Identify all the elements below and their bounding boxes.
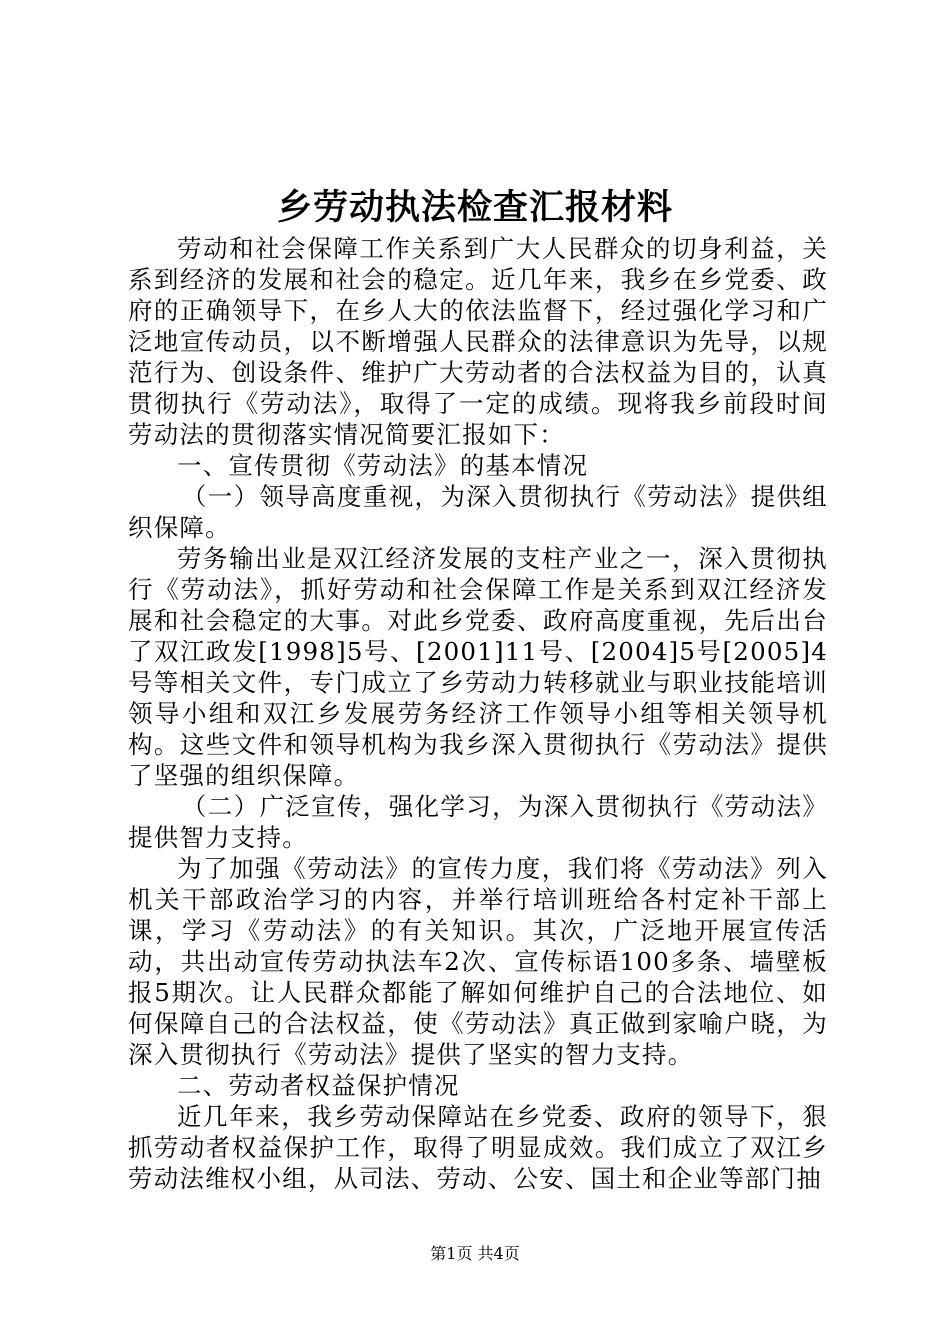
- page-number-footer: 第1页 共4页: [430, 1244, 520, 1263]
- paragraph-rights-protection: 近几年来，我乡劳动保障站在乡党委、政府的领导下，狠抓劳动者权益保护工作，取得了明显成效。我们成立了双江乡劳动法维权小组，从司法、劳动、公安、国土和企业等部门抽: [128, 1102, 828, 1193]
- subsection-heading-2: （二）广泛宣传，强化学习，为深入贯彻执行《劳动法》提供智力支持。: [128, 792, 828, 852]
- section-heading-1: 一、宣传贯彻《劳动法》的基本情况: [177, 451, 589, 480]
- paragraph-publicity: 为了加强《劳动法》的宣传力度，我们将《劳动法》列入机关干部政治学习的内容，并举行培训班给各村定补干部上课，学习《劳动法》的有关知识。其次，广泛地开展宣传活动，共出动宣传劳动执法车2次、宣传标语100多条、墙壁板报5期次。让人民群众都能了解如何维护自己的合法地位、如何保障自己的合法权益，使《劳动法》真正做到家喻户晓，为深入贯彻执行《劳动法》提供了坚实的智力支持。: [128, 854, 828, 1069]
- document-title: 乡劳动执法检查汇报材料: [276, 187, 673, 228]
- document-body: [128, 233, 828, 1194]
- paragraph-labor-export: 劳务输出业是双江经济发展的支柱产业之一，深入贯彻执行《劳动法》，抓好劳动和社会保障工作是关系到双江经济发展和社会稳定的大事。对此乡党委、政府高度重视，先后出台了双江政发[1998]5号、[2001]11号、[2004]5号[2005]4号等相关文件，专门成立了乡劳动力转移就业与职业技能培训领导小组和双江乡发展劳务经济工作领导小组等相关领导机构。这些文件和领导机构为我乡深入贯彻执行《劳动法》提供了坚强的组织保障。: [128, 544, 828, 790]
- section-heading-2: 二、劳动者权益保护情况: [177, 1071, 460, 1100]
- paragraph-intro: 劳动和社会保障工作关系到广大人民群众的切身利益，关系到经济的发展和社会的稳定。近几年来，我乡在乡党委、政府的正确领导下，在乡人大的依法监督下，经过强化学习和广泛地宣传动员，以不断增强人民群众的法律意识为先导，以规范行为、创设条件、维护广大劳动者的合法权益为目的，认真贯彻执行《劳动法》，取得了一定的成绩。现将我乡前段时间劳动法的贯彻落实情况简要汇报如下：: [128, 234, 828, 449]
- subsection-heading-1: （一）领导高度重视，为深入贯彻执行《劳动法》提供组织保障。: [128, 482, 828, 542]
